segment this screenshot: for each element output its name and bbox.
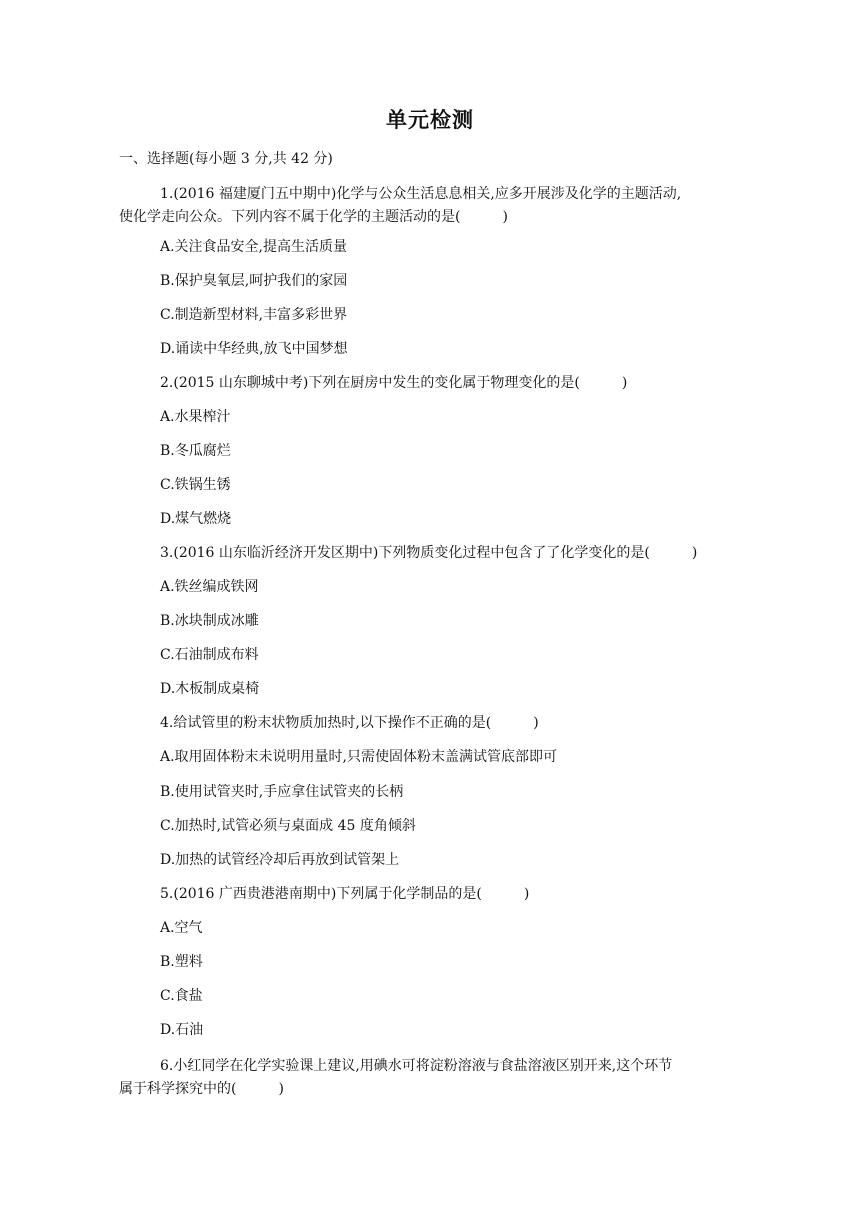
question-6-stem-line1: 6.小红同学在化学实验课上建议,用碘水可将淀粉溶液与食盐溶液区别开来,这个环节	[160, 1058, 673, 1074]
question-1-option-c: C.制造新型材料,丰富多彩世界	[160, 307, 348, 323]
question-1-option-b: B.保护臭氧层,呵护我们的家园	[160, 273, 348, 289]
question-2-option-a: A.水果榨汁	[160, 409, 231, 425]
question-3-option-d: D.木板制成桌椅	[160, 681, 260, 697]
section-heading: 一、选择题(每小题 3 分,共 42 分)	[119, 151, 333, 167]
question-1-option-a: A.关注食品安全,提高生活质量	[160, 239, 348, 255]
question-3-stem: 3.(2016 山东临沂经济开发区期中)下列物质变化过程中包含了了化学变化的是( )	[160, 545, 698, 561]
question-1-option-d: D.诵读中华经典,放飞中国梦想	[160, 341, 348, 357]
question-3-option-c: C.石油制成布料	[160, 647, 259, 663]
question-2-option-d: D.煤气燃烧	[160, 511, 232, 527]
question-5-option-b: B.塑料	[160, 954, 203, 970]
question-4-option-b: B.使用试管夹时,手应拿住试管夹的长柄	[160, 784, 404, 800]
page-title: 单元检测	[386, 108, 474, 132]
question-2-option-b: B.冬瓜腐烂	[160, 443, 231, 459]
question-5-option-a: A.空气	[160, 920, 203, 936]
question-2-stem: 2.(2015 山东聊城中考)下列在厨房中发生的变化属于物理变化的是( )	[160, 375, 628, 391]
question-1-stem-line2: 使化学走向公众。下列内容不属于化学的主题活动的是( )	[119, 209, 508, 225]
question-3-option-b: B.冰块制成冰雕	[160, 613, 259, 629]
question-4-stem: 4.给试管里的粉末状物质加热时,以下操作不正确的是( )	[160, 715, 539, 731]
question-3-option-a: A.铁丝编成铁网	[160, 579, 259, 595]
question-4-option-a: A.取用固体粉末未说明用量时,只需使固体粉末盖满试管底部即可	[160, 749, 558, 765]
question-6-stem-line2: 属于科学探究中的( )	[119, 1081, 284, 1097]
question-5-stem: 5.(2016 广西贵港港南期中)下列属于化学制品的是( )	[160, 886, 530, 902]
question-4-option-c: C.加热时,试管必须与桌面成 45 度角倾斜	[160, 818, 416, 834]
question-5-option-d: D.石油	[160, 1022, 204, 1038]
question-2-option-c: C.铁锅生锈	[160, 477, 231, 493]
question-1-stem-line1: 1.(2016 福建厦门五中期中)化学与公众生活息息相关,应多开展涉及化学的主题活动,	[160, 186, 682, 202]
question-4-option-d: D.加热的试管经冷却后再放到试管架上	[160, 852, 400, 868]
question-5-option-c: C.食盐	[160, 988, 203, 1004]
